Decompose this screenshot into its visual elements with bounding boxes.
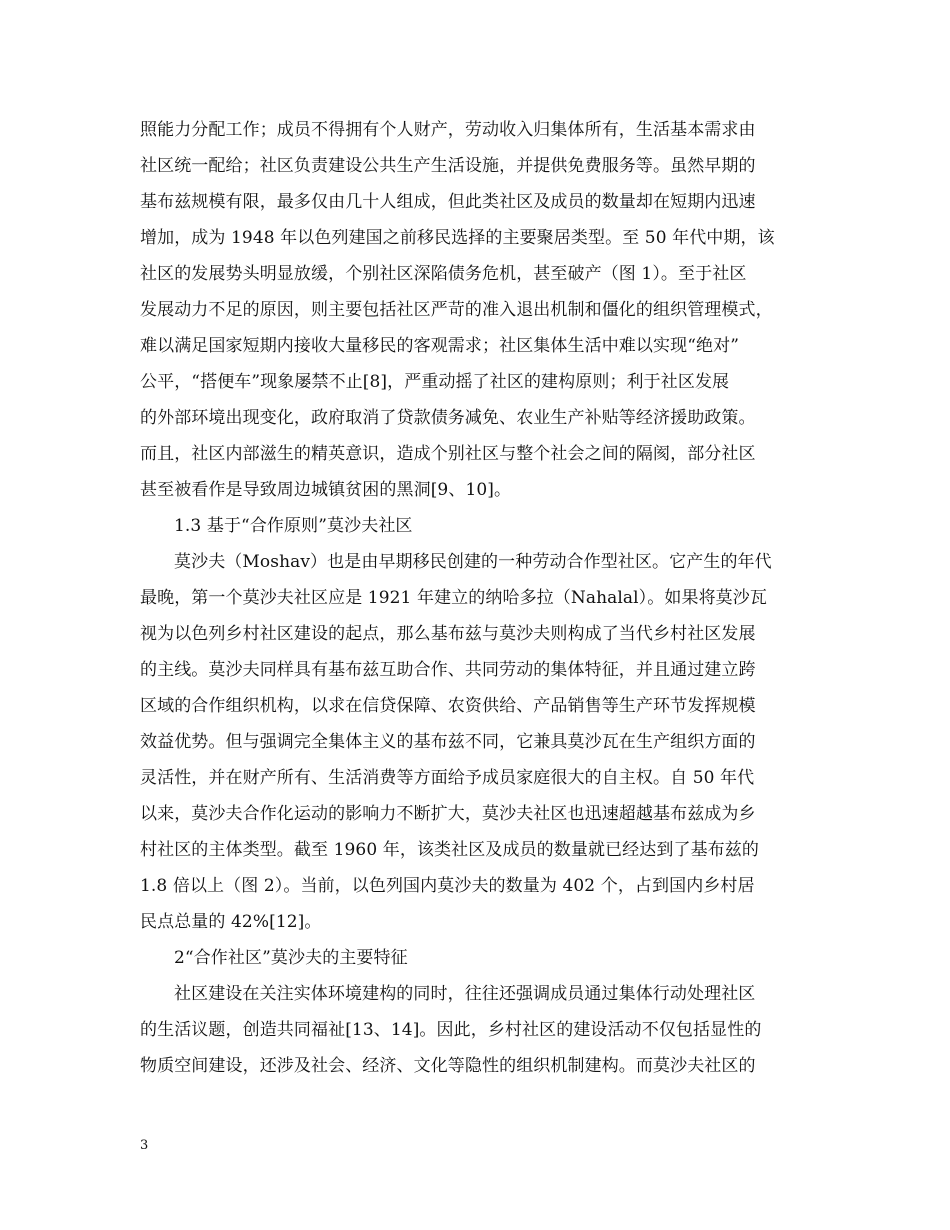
- text-line: 的外部环境出现变化，政府取消了贷款债务减免、农业生产补贴等经济援助政策。: [140, 408, 756, 428]
- text-line: 1.8 倍以上（图 2）。当前，以色列国内莫沙夫的数量为 402 个，占到国内乡村居: [140, 876, 755, 896]
- page-number: 3: [140, 1138, 149, 1153]
- text-line: 以来，莫沙夫合作化运动的影响力不断扩大，莫沙夫社区也迅速超越基布兹成为乡: [140, 804, 756, 824]
- text-line: 社区统一配给；社区负责建设公共生产生活设施，并提供免费服务等。虽然早期的: [140, 156, 756, 176]
- body-text: [140, 112, 828, 1084]
- text-line: 区域的合作组织机构，以求在信贷保障、农资供给、产品销售等生产环节发挥规模: [140, 696, 756, 716]
- section-heading: 1.3 基于“合作原则”莫沙夫社区: [174, 516, 413, 536]
- text-line: 增加，成为 1948 年以色列建国之前移民选择的主要聚居类型。至 50 年代中期，该: [140, 228, 775, 248]
- text-line: 民点总量的 42%[12]。: [140, 912, 322, 932]
- text-line: 公平，“搭便车”现象屡禁不止[8]，严重动摇了社区的建构原则；利于社区发展: [140, 372, 730, 392]
- section-heading: 2“合作社区”莫沙夫的主要特征: [174, 948, 408, 968]
- text-line: 照能力分配工作；成员不得拥有个人财产，劳动收入归集体所有，生活基本需求由: [140, 120, 756, 140]
- text-line: 灵活性，并在财产所有、生活消费等方面给予成员家庭很大的自主权。自 50 年代: [140, 768, 755, 788]
- text-line: 社区的发展势头明显放缓，个别社区深陷债务危机，甚至破产（图 1）。至于社区: [140, 264, 747, 284]
- text-line: 物质空间建设，还涉及社会、经济、文化等隐性的组织机制建构。而莫沙夫社区的: [140, 1056, 756, 1076]
- text-line: 难以满足国家短期内接收大量移民的客观需求；社区集体生活中难以实现“绝对”: [140, 336, 739, 356]
- text-line: 甚至被看作是导致周边城镇贫困的黑洞[9、10]。: [140, 480, 512, 500]
- text-line: 的主线。莫沙夫同样具有基布兹互助合作、共同劳动的集体特征，并且通过建立跨: [140, 660, 756, 680]
- paragraph-first-line: 莫沙夫（Moshav）也是由早期移民创建的一种劳动合作型社区。它产生的年代: [174, 552, 772, 572]
- text-line: 发展动力不足的原因，则主要包括社区严苛的准入退出机制和僵化的组织管理模式，: [140, 300, 773, 320]
- text-line: 的生活议题，创造共同福祉[13、14]。因此，乡村社区的建设活动不仅包括显性的: [140, 1020, 762, 1040]
- paragraph-first-line: 社区建设在关注实体环境建构的同时，往往还强调成员通过集体行动处理社区: [174, 984, 756, 1004]
- text-line: 视为以色列乡村社区建设的起点，那么基布兹与莫沙夫则构成了当代乡村社区发展: [140, 624, 756, 644]
- text-line: 村社区的主体类型。截至 1960 年，该类社区及成员的数量就已经达到了基布兹的: [140, 840, 759, 860]
- text-line: 最晚，第一个莫沙夫社区应是 1921 年建立的纳哈多拉（Nahalal）。如果将莫沙瓦: [140, 588, 767, 608]
- text-line: 效益优势。但与强调完全集体主义的基布兹不同，它兼具莫沙瓦在生产组织方面的: [140, 732, 756, 752]
- text-line: 基布兹规模有限，最多仅由几十人组成，但此类社区及成员的数量却在短期内迅速: [140, 192, 756, 212]
- text-line: 而且，社区内部滋生的精英意识，造成个别社区与整个社会之间的隔阂，部分社区: [140, 444, 756, 464]
